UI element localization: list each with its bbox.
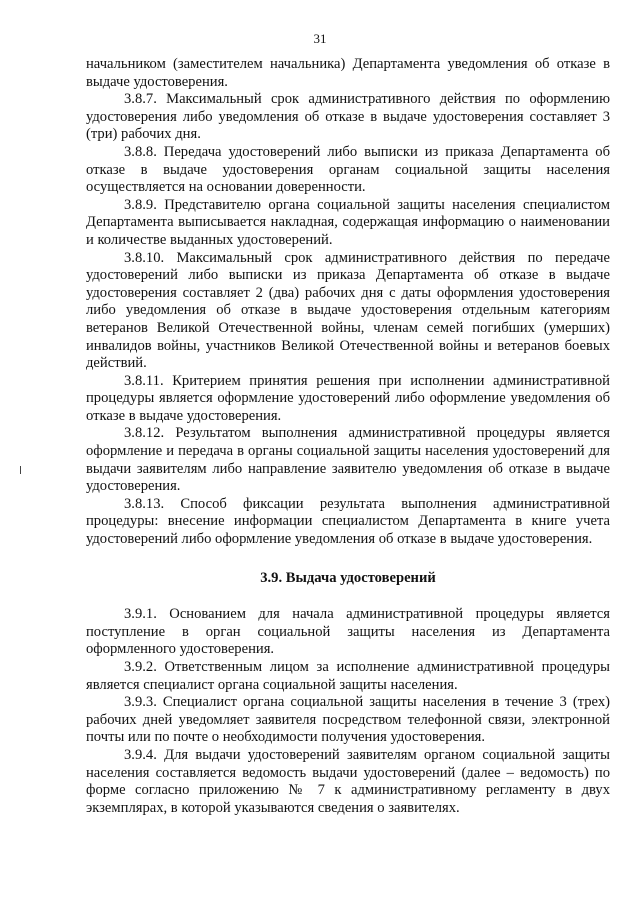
paragraph-continuation: начальником (заместителем начальника) Департамента уведомления об отказе в выдаче удостоверения. <box>86 56 610 90</box>
paragraph-3-8-10: 3.8.10. Максимальный срок административного действия по передаче удостоверений либо выписки из приказа Департамента об отказе в выдаче удостоверения составляет 2 (два) рабочих дня с даты оформления удостоверения либо уведомления об отказе в выдаче удостоверения отдельным категориям ветеранов Великой Отечественной войны, членам семей погибших (умерших) инвалидов войны, участников Великой Отечественной войны и ветеранов боевых действий. <box>86 249 610 372</box>
paragraph-3-8-12: 3.8.12. Результатом выполнения административной процедуры является оформление и передача в органы социальной защиты населения удостоверений для выдачи заявителям либо направление заявителю уведомления об отказе в выдаче удостоверения. <box>86 425 610 495</box>
scan-margin-mark <box>20 466 21 474</box>
paragraph-3-9-4: 3.9.4. Для выдачи удостоверений заявителям органом социальной защиты населения составляется ведомость выдачи удостоверений (далее – ведомость) по форме согласно приложению № 7 к административному регламенту в двух экземплярах, в которой указываются сведения о заявителях. <box>86 746 610 816</box>
document-body <box>86 56 610 817</box>
paragraph-3-9-1: 3.9.1. Основанием для начала административной процедуры является поступление в орган социальной защиты населения из Департамента оформленного удостоверения. <box>86 606 610 658</box>
paragraph-3-8-8: 3.8.8. Передача удостоверений либо выписки из приказа Департамента об отказе в выдаче удостоверения органам социальной защиты населения осуществляется на основании доверенности. <box>86 143 610 196</box>
section-heading: 3.9. Выдача удостоверений <box>260 569 436 586</box>
paragraph-3-9-3: 3.9.3. Специалист органа социальной защиты населения в течение 3 (трех) рабочих дней уведомляет заявителя посредством телефонной связи, электронной почты или по почте о необходимости получения удостоверения. <box>86 694 610 746</box>
paragraph-3-8-9: 3.8.9. Представителю органа социальной защиты населения специалистом Департамента выписывается накладная, содержащая информацию о наименовании и количестве выданных удостоверений. <box>86 196 610 248</box>
paragraph-3-8-7: 3.8.7. Максимальный срок административного действия по оформлению удостоверения либо уведомления об отказе в выдаче удостоверения составляет 3 (три) рабочих дня. <box>86 91 610 143</box>
paragraph-3-8-11: 3.8.11. Критерием принятия решения при исполнении административной процедуры является оформление удостоверений либо оформление уведомления об отказе в выдаче удостоверения. <box>86 372 610 424</box>
paragraph-3-8-13: 3.8.13. Способ фиксации результата выполнения административной процедуры: внесение информации специалистом Департамента в книге учета удостоверений либо оформление уведомления об отказе в выдаче удостоверения. <box>86 495 610 548</box>
page-number: 31 <box>313 31 327 46</box>
paragraph-3-9-2: 3.9.2. Ответственным лицом за исполнение административной процедуры является специалист органа социальной защиты населения. <box>86 659 610 693</box>
